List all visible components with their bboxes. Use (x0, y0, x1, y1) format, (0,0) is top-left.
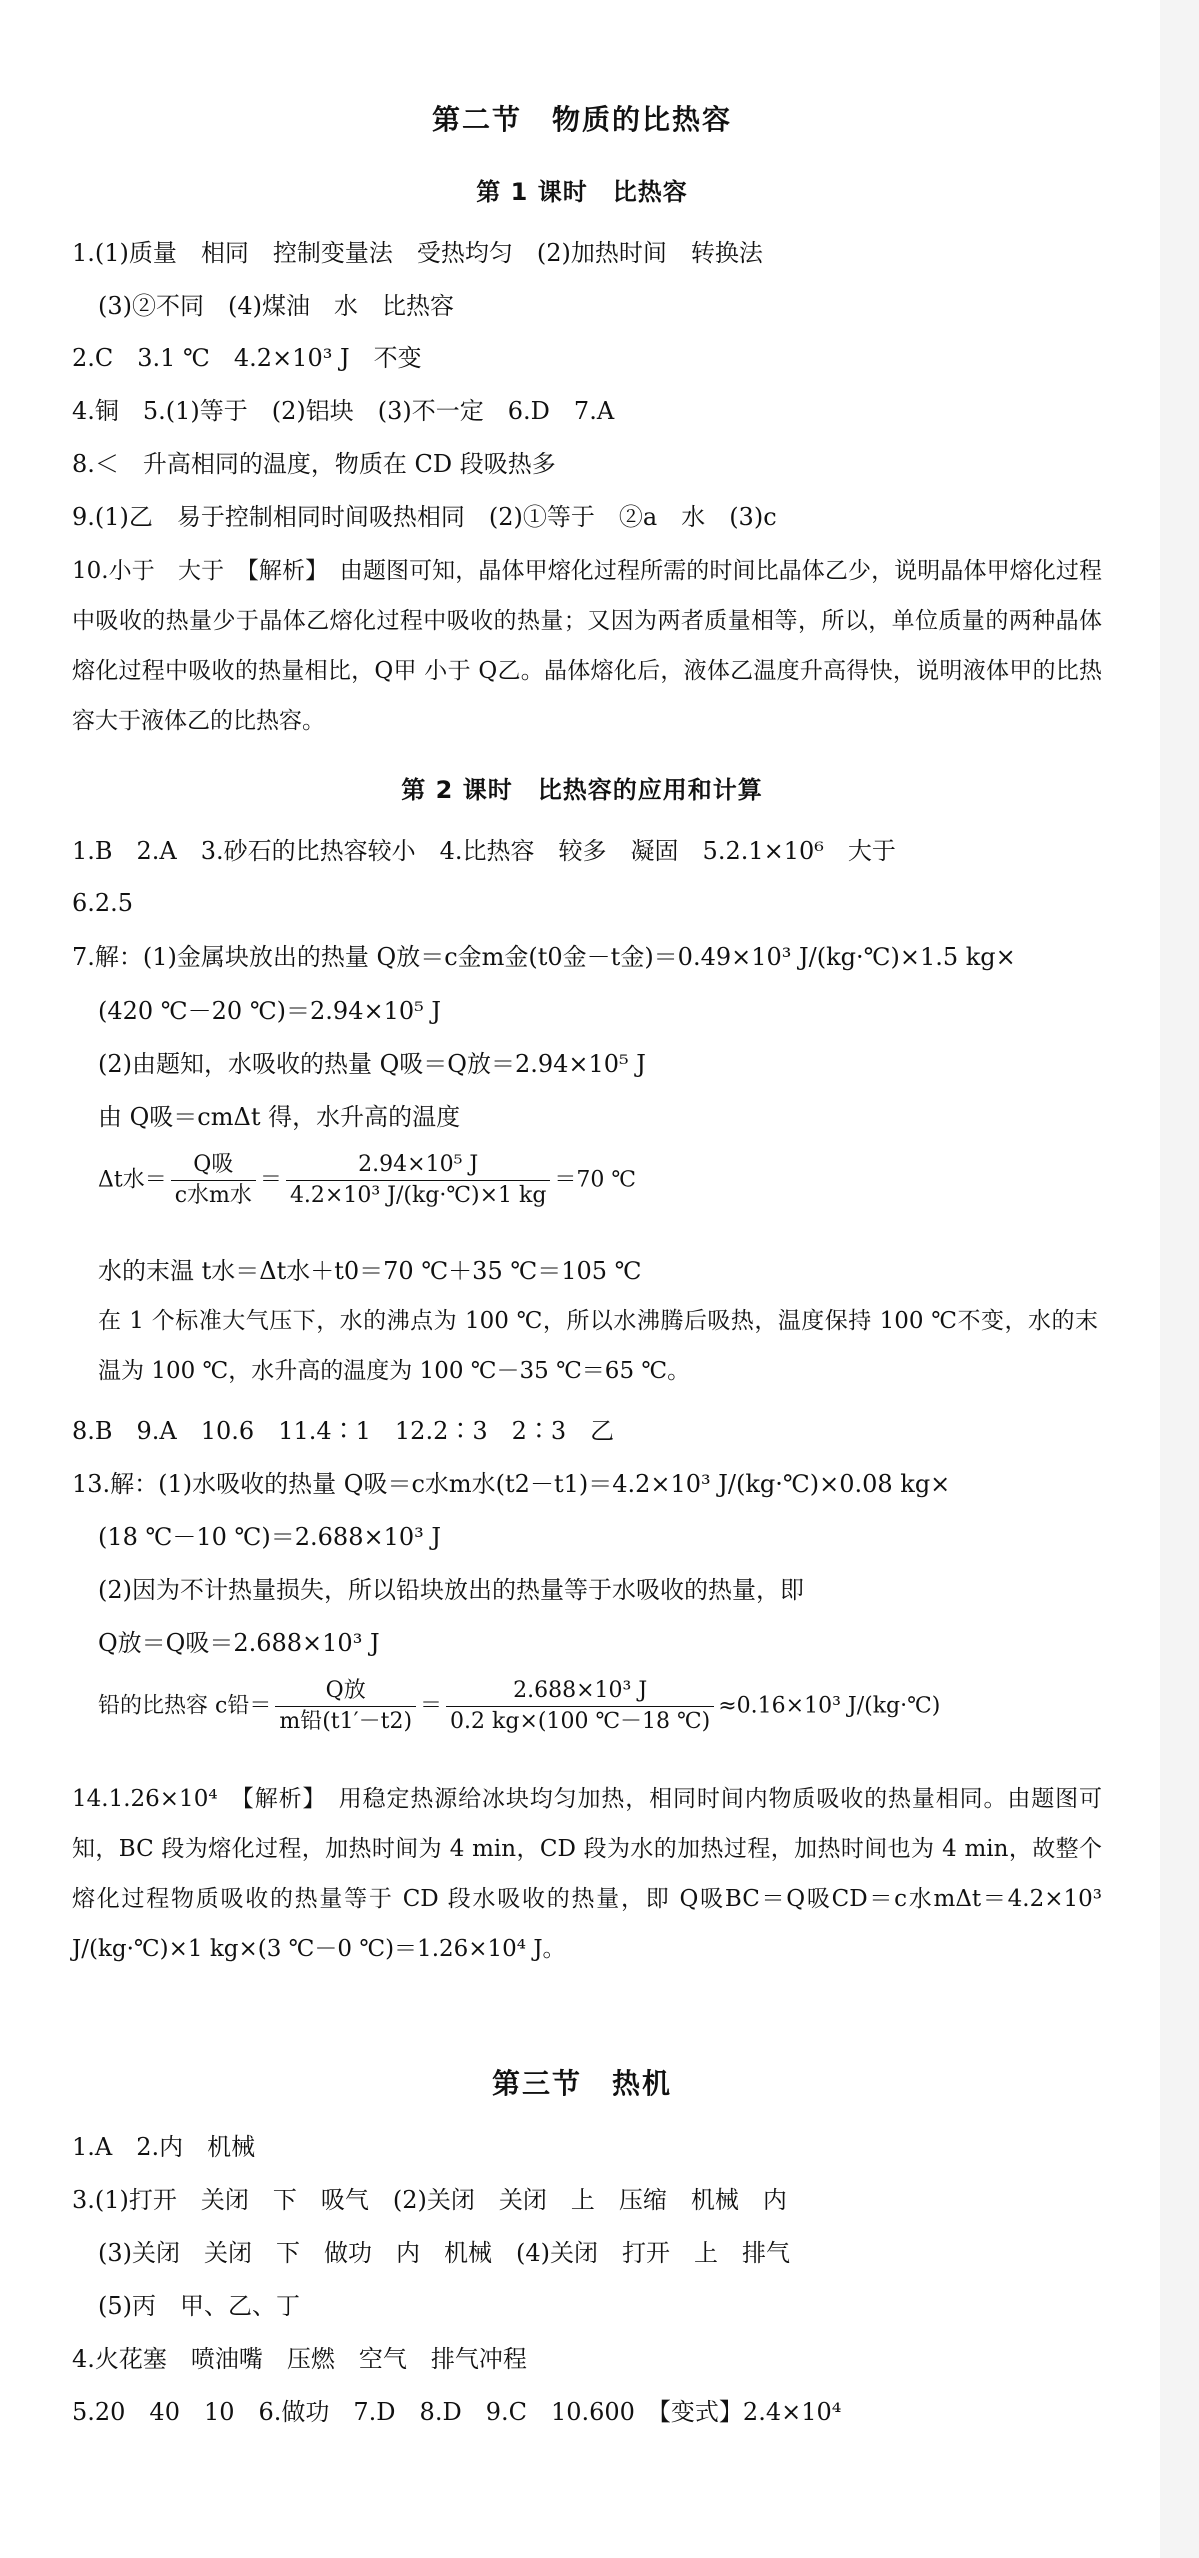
answer-8: 8.＜ 升高相同的温度，物质在 CD 段吸热多 (72, 450, 556, 478)
fraction-4-numerator: 2.688×10³ J (446, 1676, 714, 1707)
formula-lhs: 铅的比热容 c铅＝ (98, 1693, 272, 1719)
answer-13-formula: 铅的比热容 c铅＝ $\frac{\text{Q放}}{\text{m铅(t1′－t2)}}$ ＝ $\frac{\text{2.688×10³ J}}{0.2 kg\times(100 ℃-18 ℃)}$ ≈0.16×10³ J/(kg·℃) (98, 1676, 940, 1737)
answer-s3-3a: 3.(1)打开 关闭 下 吸气 (2)关闭 关闭 上 压缩 机械 内 (72, 2186, 787, 2214)
section-title-3: 第三节 热机 (491, 2067, 672, 2100)
fraction-1 (171, 1150, 256, 1211)
fraction-3 (275, 1676, 416, 1737)
answer-13-line4: Q放＝Q吸＝2.688×10³ J (98, 1629, 380, 1657)
formula-lhs: Δt水＝ (98, 1167, 167, 1193)
answer-1b: (3)②不同 (4)煤油 水 比热容 (98, 292, 454, 320)
answer-7-line6: 水的末温 t水＝Δt水＋t0＝70 ℃＋35 ℃＝105 ℃ (98, 1257, 642, 1285)
answer-7-line4: 由 Q吸＝cmΔt 得，水升高的温度 (98, 1103, 461, 1131)
answer-10: 10.小于 大于 【解析】 由题图可知，晶体甲熔化过程所需的时间比晶体乙少，说明晶体甲熔化过程中吸收的热量少于晶体乙熔化过程中吸收的热量；又因为两者质量相等，所以，单位质量的两种晶体熔化过程中吸收的热量相比，Q甲 小于 Q乙。晶体熔化后，液体乙温度升高得快，说明液体甲的比热容大于液体乙的比热容。 (72, 558, 1102, 734)
fraction-2-numerator: 2.94×10⁵ J (286, 1150, 550, 1181)
answer-s3-1-2: 1.A 2.内 机械 (72, 2133, 256, 2161)
formula-rhs: ＝70 ℃ (554, 1167, 637, 1193)
fraction-4-denominator: 0.2 kg×(100 ℃－18 ℃) (450, 1709, 711, 1734)
answer-13-line1: 13.解：(1)水吸收的热量 Q吸＝c水m水(t2－t1)＝4.2×10³ J/(kg·℃)×0.08 kg× (72, 1470, 951, 1498)
answer-7-formula: Δt水＝ $\frac{\text{Q吸}}{\text{c水m水}}$ ＝ $\frac{\text{2.94×10⁵ J}}{\text{4.2×10³ J/(kg·℃)×1 kg}}$ ＝70 ℃ (98, 1150, 636, 1211)
lesson-title-1: 第 1 课时 比热容 (476, 178, 688, 206)
section-title-2: 第二节 物质的比热容 (431, 103, 732, 136)
answer-13-line3: (2)因为不计热量损失，所以铅块放出的热量等于水吸收的热量，即 (98, 1576, 804, 1604)
formula-rhs: ≈0.16×10³ J/(kg·℃) (718, 1693, 941, 1719)
answer-6: 6.2.5 (72, 889, 134, 917)
answer-7-line3: (2)由题知，水吸收的热量 Q吸＝Q放＝2.94×10⁵ J (98, 1050, 646, 1078)
lesson-title-2: 第 2 课时 比热容的应用和计算 (401, 776, 763, 804)
answer-1a: 1.(1)质量 相同 控制变量法 受热均匀 (2)加热时间 转换法 (72, 239, 763, 267)
answer-2-3: 2.C 3.1 ℃ 4.2×10³ J 不变 (72, 344, 422, 372)
answer-4-7: 4.铜 5.(1)等于 (2)铝块 (3)不一定 6.D 7.A (72, 397, 615, 425)
fraction-3-denominator: m铅(t1′－t2) (279, 1709, 413, 1734)
answer-7-line2: (420 ℃－20 ℃)＝2.94×10⁵ J (98, 997, 441, 1025)
answer-1-5: 1.B 2.A 3.砂石的比热容较小 4.比热容 较多 凝固 5.2.1×10⁶ 大于 (72, 837, 896, 865)
fraction-2 (286, 1150, 550, 1211)
fraction-4 (446, 1676, 714, 1737)
fraction-1-denominator: c水m水 (174, 1183, 252, 1208)
fraction-3-numerator: Q放 (275, 1676, 416, 1707)
answer-s3-4: 4.火花塞 喷油嘴 压燃 空气 排气冲程 (72, 2345, 527, 2373)
answer-8-12: 8.B 9.A 10.6 11.4∶1 12.2∶3 2∶3 乙 (72, 1417, 615, 1445)
answer-7-line1: 7.解：(1)金属块放出的热量 Q放＝c金m金(t0金－t金)＝0.49×10³ J/(kg·℃)×1.5 kg× (72, 943, 1016, 971)
answer-14: 14.1.26×10⁴ 【解析】 用稳定热源给冰块均匀加热，相同时间内物质吸收的热量相同。由题图可知，BC 段为熔化过程，加热时间为 4 min，CD 段为水的加热过程，加热时间也为 4 min，故整个熔化过程物质吸收的热量等于 CD 段水吸收的热量，即 Q吸BC＝Q吸CD＝c水mΔt＝4.2×10³ J/(kg·℃)×1 kg×(3 ℃－0 ℃)＝1.26×10⁴ J。 (72, 1786, 1102, 1962)
fraction-2-denominator: 4.2×10³ J/(kg·℃)×1 kg (289, 1183, 547, 1208)
answer-s3-5-10: 5.20 40 10 6.做功 7.D 8.D 9.C 10.600 【变式】2.4×10⁴ (72, 2398, 842, 2426)
answer-7-line7: 在 1 个标准大气压下，水的沸点为 100 ℃，所以水沸腾后吸热，温度保持 100 ℃不变，水的末温为 100 ℃，水升高的温度为 100 ℃－35 ℃＝65 ℃。 (98, 1308, 1098, 1384)
answer-13-line2: (18 ℃－10 ℃)＝2.688×10³ J (98, 1523, 441, 1551)
answer-s3-3c: (5)丙 甲、乙、丁 (98, 2292, 300, 2320)
answer-s3-3b: (3)关闭 关闭 下 做功 内 机械 (4)关闭 打开 上 排气 (98, 2239, 790, 2267)
fraction-1-numerator: Q吸 (171, 1150, 256, 1181)
answer-9: 9.(1)乙 易于控制相同时间吸热相同 (2)①等于 ②a 水 (3)c (72, 503, 777, 531)
